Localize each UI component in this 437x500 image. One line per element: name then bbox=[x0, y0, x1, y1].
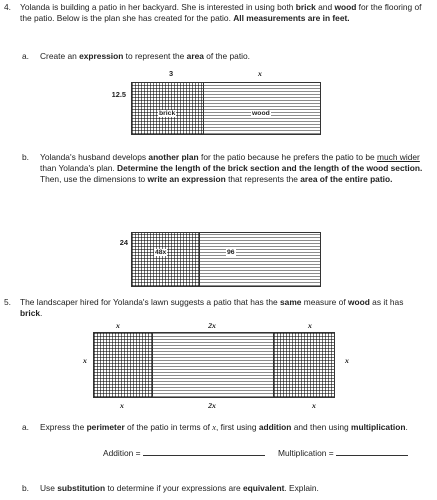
q4a-letter: a. bbox=[22, 51, 29, 61]
fig3-right-label: x bbox=[345, 356, 349, 365]
q5b-prompt: Use substitution to determine if your expressions are equivalent. Explain. bbox=[40, 483, 319, 493]
fig3-left-label: x bbox=[83, 356, 87, 365]
q5a-letter: a. bbox=[22, 422, 29, 432]
q5a-prompt: Express the perimeter of the patio in terms of x, first using addition and then using multiplication. bbox=[40, 422, 408, 432]
q4-number: 4. bbox=[4, 2, 11, 12]
q4a-prompt: Create an expression to represent the area of the patio. bbox=[40, 51, 251, 61]
addition-label: Addition = bbox=[103, 448, 143, 458]
fig2-wood-label: 96 bbox=[227, 249, 235, 256]
fig3-brick-left bbox=[93, 332, 154, 398]
fig2-side-label: 24 bbox=[119, 238, 128, 247]
fig1-top-left-label: 3 bbox=[168, 69, 174, 78]
fig3-bottom-right-label: x bbox=[312, 401, 316, 410]
addition-answer-blank[interactable] bbox=[143, 447, 265, 456]
fig1-wood-label: wood bbox=[252, 110, 270, 117]
fig3-top-right-label: x bbox=[308, 321, 312, 330]
fig1-brick-section bbox=[131, 82, 205, 135]
fig3-top-mid-label: 2x bbox=[208, 321, 216, 330]
fig3-bottom-left-label: x bbox=[120, 401, 124, 410]
multiplication-answer-blank[interactable] bbox=[336, 447, 408, 456]
addition-row bbox=[103, 447, 265, 459]
q5-prompt: The landscaper hired for Yolanda's lawn suggests a patio that has the same measure of wood as it has brick. bbox=[20, 297, 404, 319]
q4-intro: Yolanda is building a patio in her backyard. She is interested in using both brick and wood for the flooring of the patio. Below is the plan she has created for the patio. All measurements are in feet. bbox=[20, 2, 422, 24]
fig2-brick-section bbox=[131, 232, 201, 287]
fig1-brick-label: brick bbox=[159, 110, 176, 117]
q4b-letter: b. bbox=[22, 152, 29, 162]
fig1-top-right-label: x bbox=[258, 69, 262, 78]
fig1-wood-section bbox=[203, 82, 321, 135]
fig2-brick-label: 48x bbox=[155, 249, 167, 256]
fig2-wood-section bbox=[199, 232, 321, 287]
multiplication-label: Multiplication = bbox=[278, 448, 336, 458]
multiplication-row bbox=[278, 447, 408, 459]
fig3-top-left-label: x bbox=[116, 321, 120, 330]
fig3-brick-right bbox=[273, 332, 335, 398]
q4b-prompt: Yolanda's husband develops another plan for the patio because he prefers the patio to be much wider than Yolanda's plan. Determine the length of the brick section and the length of the wood section. Then, use the dimensions to write an expression that represents the area of the entire patio. bbox=[40, 152, 423, 185]
fig1-side-label: 12.5 bbox=[111, 90, 126, 99]
q5-number: 5. bbox=[4, 297, 11, 307]
q5b-letter: b. bbox=[22, 483, 29, 493]
fig3-bottom-mid-label: 2x bbox=[208, 401, 216, 410]
fig3-wood-middle bbox=[152, 332, 275, 398]
